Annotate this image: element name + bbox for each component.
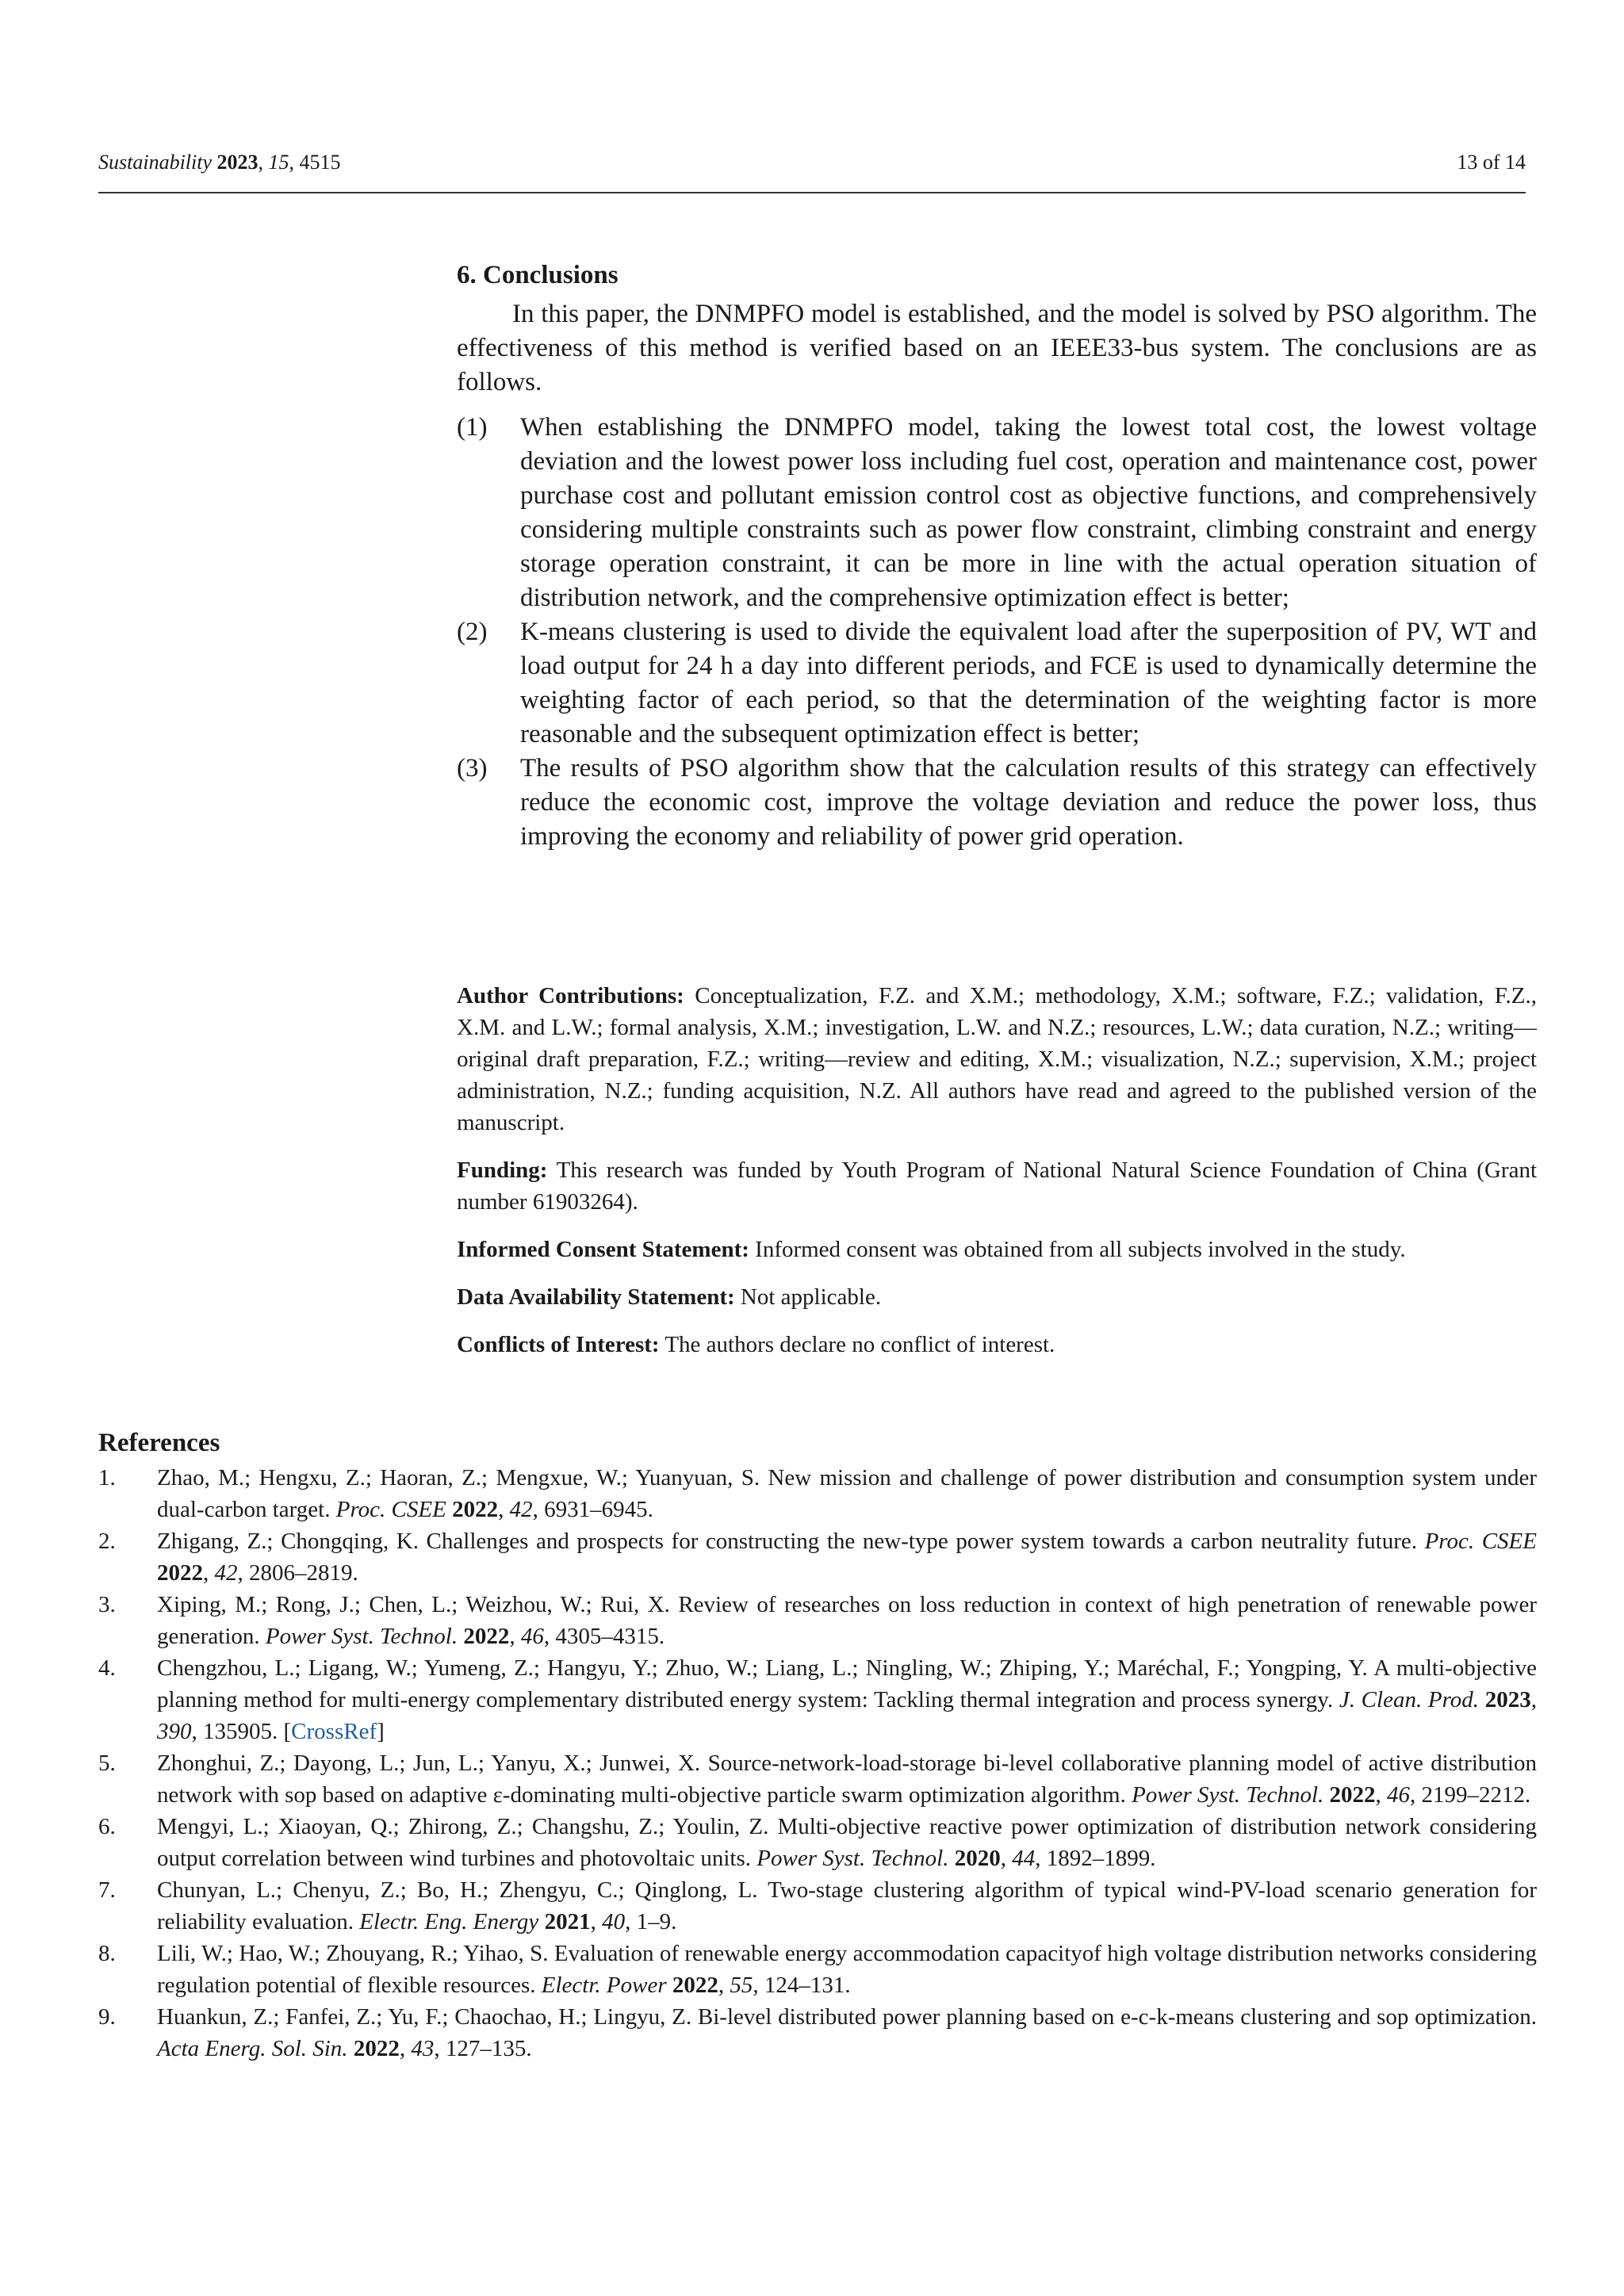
conflicts-label: Conflicts of Interest: — [457, 1332, 660, 1357]
back-matter — [457, 980, 1537, 1376]
journal-volume: 15 — [268, 151, 289, 174]
reference-journal: Power Syst. Technol. — [265, 1624, 458, 1649]
reference-text: Mengyi, L.; Xiaoyan, Q.; Zhirong, Z.; Changshu, Z.; Youlin, Z. Multi-objective reactive power optimization of distribution network considering output correlation between wind turbines and photovoltaic units. Power Syst. Technol. 2020, 44, 1892–1899. — [157, 1814, 1537, 1871]
reference-volume: 40 — [602, 1909, 626, 1934]
reference-item — [98, 1811, 1537, 1874]
references-section — [98, 1427, 1537, 2064]
reference-volume: 42 — [509, 1497, 533, 1522]
conflicts-of-interest — [457, 1329, 1537, 1360]
conclusions-intro: In this paper, the DNMPFO model is established, and the model is solved by PSO algorithm. The effectiveness of this method is verified based on an IEEE33-bus system. The conclusions are as follows. — [457, 300, 1537, 396]
data-availability-text: Not applicable. — [740, 1284, 882, 1310]
funding — [457, 1154, 1537, 1218]
reference-item — [98, 1525, 1537, 1589]
reference-year: 2022 — [157, 1560, 203, 1586]
author-contributions-text: Conceptualization, F.Z. and X.M.; methodology, X.M.; software, F.Z.; validation, F.Z., X.M. and L.W.; formal analysis, X.M.; investigation, L.W. and N.Z.; resources, L.W.; data curation, N.Z.; writing—original draft preparation, F.Z.; writing—review and editing, X.M.; visualization, N.Z.; supervision, X.M.; project administration, N.Z.; funding acquisition, N.Z. All authors have read and agreed to the published version of the manuscript. — [457, 983, 1537, 1135]
reference-journal: Proc. CSEE — [1424, 1529, 1537, 1554]
list-item-text: The results of PSO algorithm show that the calculation results of this strategy can effectively reduce the economic cost, improve the voltage deviation and reduce the power loss, thus improving the economy and reliability of power grid operation. — [520, 754, 1537, 851]
references-title: References — [98, 1429, 220, 1457]
reference-text: Zhonghui, Z.; Dayong, L.; Jun, L.; Yanyu, X.; Junwei, X. Source-network-load-storage bi-level collaborative planning model of active distribution network with sop based on adaptive ε-dominating multi-objective particle swarm optimization algorithm. Power Syst. Technol. 2022, 46, 2199–2212. — [157, 1751, 1537, 1808]
reference-volume: 42 — [214, 1560, 238, 1586]
journal-name: Sustainability — [98, 151, 212, 174]
reference-pages: 6931–6945. — [544, 1497, 653, 1522]
reference-volume: 46 — [520, 1624, 544, 1649]
conflicts-text: The authors declare no conflict of interest. — [665, 1332, 1055, 1357]
section-title: 6. Conclusions — [457, 261, 619, 289]
reference-authors-title: Huankun, Z.; Fanfei, Z.; Yu, F.; Chaochao, H.; Lingyu, Z. Bi-level distributed power planning based on e-c-k-means clustering and sop optimization. — [157, 2004, 1537, 2030]
reference-journal: Electr. Eng. Energy — [359, 1909, 539, 1934]
data-availability — [457, 1281, 1537, 1313]
reference-year: 2022 — [1329, 1782, 1376, 1808]
author-contributions-label: Author Contributions: — [457, 983, 684, 1008]
reference-pages: 4305–4315. — [555, 1624, 665, 1649]
reference-item — [98, 1938, 1537, 2001]
reference-year: 2022 — [353, 2036, 400, 2061]
reference-number: 6. — [98, 1814, 116, 1839]
reference-text: Zhao, M.; Hengxu, Z.; Haoran, Z.; Mengxue, W.; Yuanyuan, S. New mission and challenge of power distribution and consumption system under dual-carbon target. Proc. CSEE 2022, 42, 6931–6945. — [157, 1465, 1537, 1522]
reference-pages: 1–9. — [636, 1909, 677, 1934]
reference-number: 5. — [98, 1751, 116, 1776]
reference-journal: Power Syst. Technol. — [756, 1846, 949, 1871]
reference-authors-title: Zhigang, Z.; Chongqing, K. Challenges and prospects for constructing the new-type power system towards a carbon neutrality future. — [157, 1529, 1418, 1554]
reference-number: 1. — [98, 1465, 116, 1490]
informed-consent — [457, 1234, 1537, 1265]
reference-year: 2022 — [452, 1497, 499, 1522]
reference-text: Lili, W.; Hao, W.; Zhouyang, R.; Yihao, S. Evaluation of renewable energy accommodation capacityof high voltage distribution networks considering regulation potential of flexible resources. Electr. Power 2022, 55, 124–131. — [157, 1941, 1537, 1998]
reference-authors-title: Xiping, M.; Rong, J.; Chen, L.; Weizhou, W.; Rui, X. Review of researches on loss reduction in context of high penetration of renewable power generation. — [157, 1592, 1537, 1649]
running-header — [98, 151, 1526, 174]
reference-year: 2020 — [954, 1846, 1001, 1871]
list-item-number: (1) — [457, 413, 488, 442]
reference-number: 2. — [98, 1529, 116, 1554]
reference-number: 9. — [98, 2004, 116, 2030]
list-item-text: K-means clustering is used to divide the equivalent load after the superposition of PV, WT and load output for 24 h a day into different periods, and FCE is used to dynamically determine the weighting factor of each period, so that the determination of the weighting factor is more reasonable and the subsequent optimization effect is better; — [520, 618, 1537, 748]
reference-journal: Power Syst. Technol. — [1132, 1782, 1324, 1808]
reference-journal: J. Clean. Prod. — [1339, 1687, 1480, 1712]
reference-volume: 390 — [157, 1719, 192, 1744]
reference-pages: 124–131. — [764, 1973, 851, 1998]
list-item — [457, 615, 1537, 752]
reference-year: 2022 — [463, 1624, 510, 1649]
reference-item — [98, 1589, 1537, 1652]
reference-number: 7. — [98, 1877, 116, 1903]
reference-item — [98, 1747, 1537, 1811]
list-item — [457, 411, 1537, 615]
reference-item — [98, 1652, 1537, 1747]
list-item-number: (3) — [457, 754, 488, 783]
reference-year: 2021 — [544, 1909, 591, 1934]
conclusions-section — [457, 258, 1537, 854]
reference-item — [98, 1874, 1537, 1938]
reference-number: 4. — [98, 1655, 116, 1681]
reference-number: 3. — [98, 1592, 116, 1617]
informed-consent-label: Informed Consent Statement: — [457, 1237, 749, 1262]
reference-volume: 44 — [1012, 1846, 1036, 1871]
list-item-number: (2) — [457, 618, 488, 646]
reference-pages: 127–135. — [445, 2036, 532, 2061]
list-item — [457, 752, 1537, 854]
reference-text: Huankun, Z.; Fanfei, Z.; Yu, F.; Chaochao, H.; Lingyu, Z. Bi-level distributed power planning based on e-c-k-means clustering and sop optimization. Acta Energ. Sol. Sin. 2022, 43, 127–135. — [157, 2004, 1537, 2061]
reference-authors-title: Chunyan, L.; Chenyu, Z.; Bo, H.; Zhengyu, C.; Qinglong, L. Two-stage clustering algorithm of typical wind-PV-load scenario generation for reliability evaluation. — [157, 1877, 1537, 1934]
data-availability-label: Data Availability Statement: — [457, 1284, 735, 1310]
journal-year: 2023 — [216, 151, 259, 174]
reference-journal: Proc. CSEE — [335, 1497, 446, 1522]
list-item-text: When establishing the DNMPFO model, taking the lowest total cost, the lowest voltage deviation and the lowest power loss including fuel cost, operation and maintenance cost, power purchase cost and pollutant emission control cost as objective functions, and comprehensively considering multiple constraints such as power flow constraint, climbing constraint and energy storage operation constraint, it can be more in line with the actual operation situation of distribution network, and the comprehensive optimization effect is better; — [520, 413, 1537, 612]
header-divider — [98, 192, 1526, 193]
author-contributions — [457, 980, 1537, 1138]
reference-authors-title: Zhao, M.; Hengxu, Z.; Haoran, Z.; Mengxue, W.; Yuanyuan, S. New mission and challenge of power distribution and consumption system under dual-carbon target. — [157, 1465, 1537, 1522]
reference-text: Chunyan, L.; Chenyu, Z.; Bo, H.; Zhengyu, C.; Qinglong, L. Two-stage clustering algorithm of typical wind-PV-load scenario generation for reliability evaluation. Electr. Eng. Energy 2021, 40, 1–9. — [157, 1877, 1537, 1934]
page-number: 13 of 14 — [1457, 151, 1526, 174]
reference-item — [98, 1462, 1537, 1525]
reference-text: Chengzhou, L.; Ligang, W.; Yumeng, Z.; Hangyu, Y.; Zhuo, W.; Liang, L.; Ningling, W.; Zhiping, Y.; Maréchal, F.; Yongping, Y. A multi-objective planning method for multi-energy complementary distributed energy system: Tackling thermal integration and process synergy. J. Clean. Prod. 2023, 390, 135905. [CrossRef] — [157, 1655, 1538, 1744]
article-number: 4515 — [299, 151, 341, 174]
reference-authors-title: Lili, W.; Hao, W.; Zhouyang, R.; Yihao, S. Evaluation of renewable energy accommodation capacityof high voltage distribution networks considering regulation potential of flexible resources. — [157, 1941, 1537, 1998]
reference-number: 8. — [98, 1941, 116, 1966]
reference-year: 2023 — [1484, 1687, 1531, 1712]
reference-volume: 46 — [1387, 1782, 1411, 1808]
reference-pages: 2199–2212. — [1421, 1782, 1531, 1808]
references-list — [98, 1462, 1537, 2064]
reference-text: Zhigang, Z.; Chongqing, K. Challenges and prospects for constructing the new-type power system towards a carbon neutrality future. Proc. CSEE 2022, 42, 2806–2819. — [157, 1529, 1537, 1586]
funding-label: Funding: — [457, 1158, 548, 1183]
reference-pages: 2806–2819. — [249, 1560, 358, 1586]
reference-journal: Acta Energ. Sol. Sin. — [157, 2036, 348, 2061]
reference-year: 2022 — [672, 1973, 718, 1998]
reference-authors-title: Chengzhou, L.; Ligang, W.; Yumeng, Z.; Hangyu, Y.; Zhuo, W.; Liang, L.; Ningling, W.; Zhiping, Y.; Maréchal, F.; Yongping, Y. A multi-objective planning method for multi-energy complementary distributed energy system: Tackling thermal integration and process synergy. — [157, 1655, 1537, 1712]
crossref-link[interactable]: CrossRef — [291, 1719, 377, 1744]
conclusions-list — [457, 411, 1537, 854]
reference-authors-title: Mengyi, L.; Xiaoyan, Q.; Zhirong, Z.; Changshu, Z.; Youlin, Z. Multi-objective reactive power optimization of distribution network considering output correlation between wind turbines and photovoltaic units. — [157, 1814, 1537, 1871]
reference-item — [98, 2001, 1537, 2064]
reference-authors-title: Zhonghui, Z.; Dayong, L.; Jun, L.; Yanyu, X.; Junwei, X. Source-network-load-storage bi-level collaborative planning model of active distribution network with sop based on adaptive ε-dominating multi-objective particle swarm optimization algorithm. — [157, 1751, 1537, 1808]
reference-pages: 135905. — [203, 1719, 278, 1744]
informed-consent-text: Informed consent was obtained from all subjects involved in the study. — [755, 1237, 1406, 1262]
reference-volume: 55 — [730, 1973, 753, 1998]
reference-journal: Electr. Power — [541, 1973, 667, 1998]
reference-pages: 1892–1899. — [1046, 1846, 1156, 1871]
reference-volume: 43 — [411, 2036, 435, 2061]
journal-citation: Sustainability 2023, 15, 4515 — [98, 151, 341, 174]
funding-text: This research was funded by Youth Program of National Natural Science Foundation of China (Grant number 61903264). — [457, 1158, 1537, 1215]
reference-text: Xiping, M.; Rong, J.; Chen, L.; Weizhou, W.; Rui, X. Review of researches on loss reduction in context of high penetration of renewable power generation. Power Syst. Technol. 2022, 46, 4305–4315. — [157, 1592, 1537, 1649]
